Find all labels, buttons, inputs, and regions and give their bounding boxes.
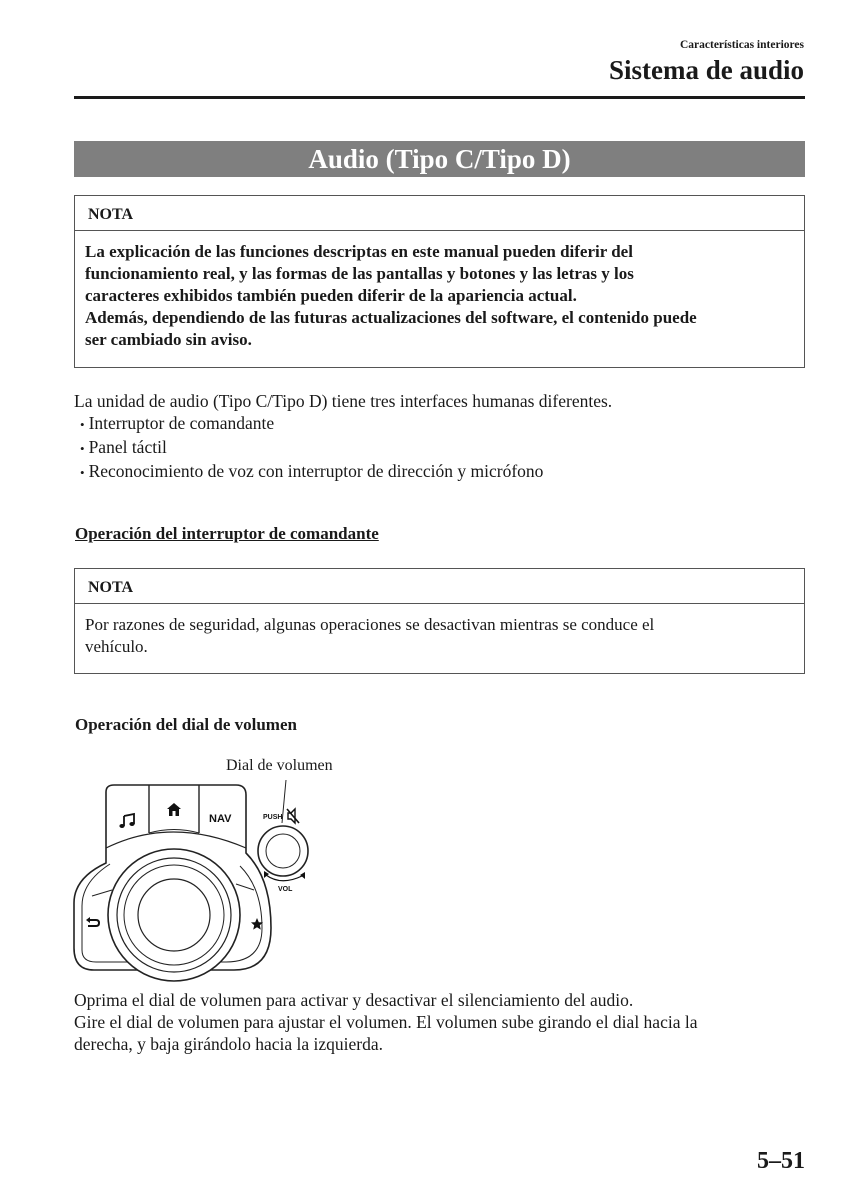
figure-label: Dial de volumen <box>226 757 333 774</box>
note-line: caracteres exhibidos también pueden diferir de la apariencia actual. <box>85 286 577 305</box>
volume-dial-inner <box>266 834 300 868</box>
note-line: Además, dependiendo de las futuras actualizaciones del software, el contenido puede <box>85 308 697 327</box>
header-rule <box>74 96 805 99</box>
note-box-disclaimer <box>74 195 805 368</box>
knob-center <box>138 879 210 951</box>
bullet-item: • Panel táctil <box>74 436 809 460</box>
page-number: 5–51 <box>757 1148 805 1174</box>
leader-line <box>282 780 286 823</box>
volume-line: derecha, y baja girándolo hacia la izquierda. <box>74 1034 384 1054</box>
note-box-safety <box>74 568 805 674</box>
commander-switch-illustration <box>66 778 336 983</box>
intro-text: La unidad de audio (Tipo C/Tipo D) tiene tres interfaces humanas diferentes. <box>74 391 613 411</box>
intro-paragraph <box>74 390 809 484</box>
volume-heading: Operación del dial de volumen <box>75 715 297 734</box>
note-line: La explicación de las funciones descriptas en este manual pueden diferir del <box>85 242 633 261</box>
section-title: Sistema de audio <box>608 55 804 85</box>
note-heading: NOTA <box>75 569 804 604</box>
mute-speaker-icon <box>287 809 299 823</box>
note-line: vehículo. <box>85 637 148 656</box>
bullet-item: • Interruptor de comandante <box>74 412 809 436</box>
volume-line: Gire el dial de volumen para ajustar el volumen. El volumen sube girando el dial hacia la <box>74 1012 698 1032</box>
nav-label: NAV <box>209 813 232 825</box>
note-line: funcionamiento real, y las formas de las pantallas y botones y las letras y los <box>85 264 634 283</box>
volume-line: Oprima el dial de volumen para activar y desactivar el silenciamiento del audio. <box>74 990 634 1010</box>
bullet-item: • Reconocimiento de voz con interruptor de dirección y micrófono <box>74 460 809 484</box>
commander-heading: Operación del interruptor de comandante <box>75 524 379 543</box>
push-label: PUSH <box>263 814 283 821</box>
note-line: ser cambiado sin aviso. <box>85 330 252 349</box>
note-body <box>75 231 804 351</box>
note-line: Por razones de seguridad, algunas operaciones se desactivan mientras se conduce el <box>85 615 655 634</box>
note-body <box>75 604 804 658</box>
vol-arrow-right-icon <box>300 872 305 879</box>
section-label: Características interiores <box>679 39 804 51</box>
volume-paragraph <box>74 989 809 1055</box>
note-heading: NOTA <box>75 196 804 231</box>
vol-label: VOL <box>278 886 293 893</box>
page-title-banner: Audio (Tipo C/Tipo D) <box>74 141 805 177</box>
